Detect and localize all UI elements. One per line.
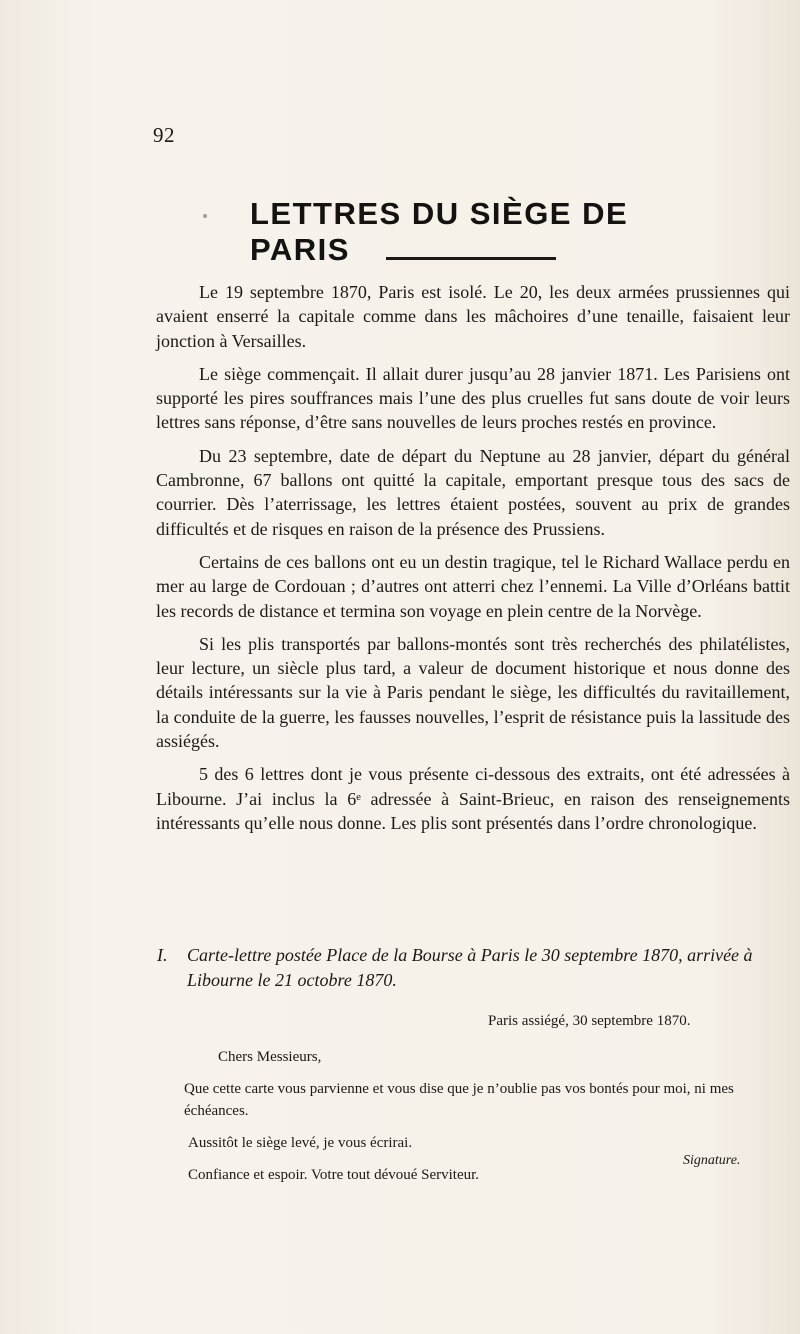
- paragraph-6: 5 des 6 lettres dont je vous présente ci-dessous des extraits, ont été adressées à Libourne. J’ai inclus la 6ᵉ adressée à Saint-Brieuc, en raison des renseignements intéressants qu’elle nous donne. Les plis sont présentés dans l’ordre chronologique.: [156, 764, 790, 833]
- section-description: Carte-lettre postée Place de la Bourse à Paris le 30 septembre 1870, arrivée à Libourne le 21 octobre 1870.: [187, 945, 753, 990]
- paragraph-1: Le 19 septembre 1870, Paris est isolé. Le 20, les deux armées prussiennes qui avaient enserré la capitale comme dans les mâchoires d’une tenaille, faisaient leur jonction à Versailles.: [156, 282, 790, 351]
- title-underline: [386, 257, 556, 260]
- ink-spot: [203, 214, 207, 218]
- page-number: 92: [153, 123, 175, 147]
- paragraph-2: Le siège commençait. Il allait durer jusqu’au 28 janvier 1871. Les Parisiens ont supporté les pires souffrances mais l’une des plus cruelles fut sans doute de voir leurs lettres sans réponse, d’être sans nouvelles de leurs proches restés en province.: [156, 363, 790, 433]
- quoted-letter: [184, 1010, 768, 1196]
- letter-line-1: Que cette carte vous parvienne et vous dise que je n’oublie pas vos bontés pour moi, ni mes échéances.: [184, 1081, 734, 1119]
- article-body: [156, 280, 790, 844]
- letter-line-3: Confiance et espoir. Votre tout dévoué Serviteur.: [188, 1167, 480, 1183]
- letter-date: Paris assiégé, 30 septembre 1870.: [488, 1013, 691, 1029]
- section-heading: [157, 943, 790, 993]
- paragraph-3: Du 23 septembre, date de départ du Neptune au 28 janvier, départ du général Cambronne, 67 ballons ont quitté la capitale, emportant presque tous des sacs de courrier. Dès l’aterrissage, les lettres étaient postées, souvent au prix de grandes difficultés et de risques en raison de la présence des Prussiens.: [156, 445, 790, 539]
- section-number: I.: [157, 945, 168, 965]
- paragraph-4: Certains de ces ballons ont eu un destin tragique, tel le Richard Wallace perdu en mer au large de Cordouan ; d’autres ont atterri chez l’ennemi. La Ville d’Orléans battit les records de distance et termina son voyage en plein centre de la Norvège.: [156, 551, 790, 621]
- letter-signature: Signature.: [683, 1153, 741, 1168]
- paragraph-5: Si les plis transportés par ballons-montés sont très recherchés des philatélistes, leur lecture, un siècle plus tard, a valeur de document historique et nous donne des détails intéressants sur la vie à Paris pendant le siège, les difficultés du ravitaillement, la conduite de la guerre, les fausses nouvelles, l’esprit de résistance puis la lassitude des assiégés.: [156, 633, 790, 752]
- letter-salutation: Chers Messieurs,: [218, 1049, 322, 1065]
- letter-line-2: Aussitôt le siège levé, je vous écrirai.: [188, 1135, 413, 1151]
- page-title: LETTRES DU SIÈGE DE PARIS: [250, 196, 629, 267]
